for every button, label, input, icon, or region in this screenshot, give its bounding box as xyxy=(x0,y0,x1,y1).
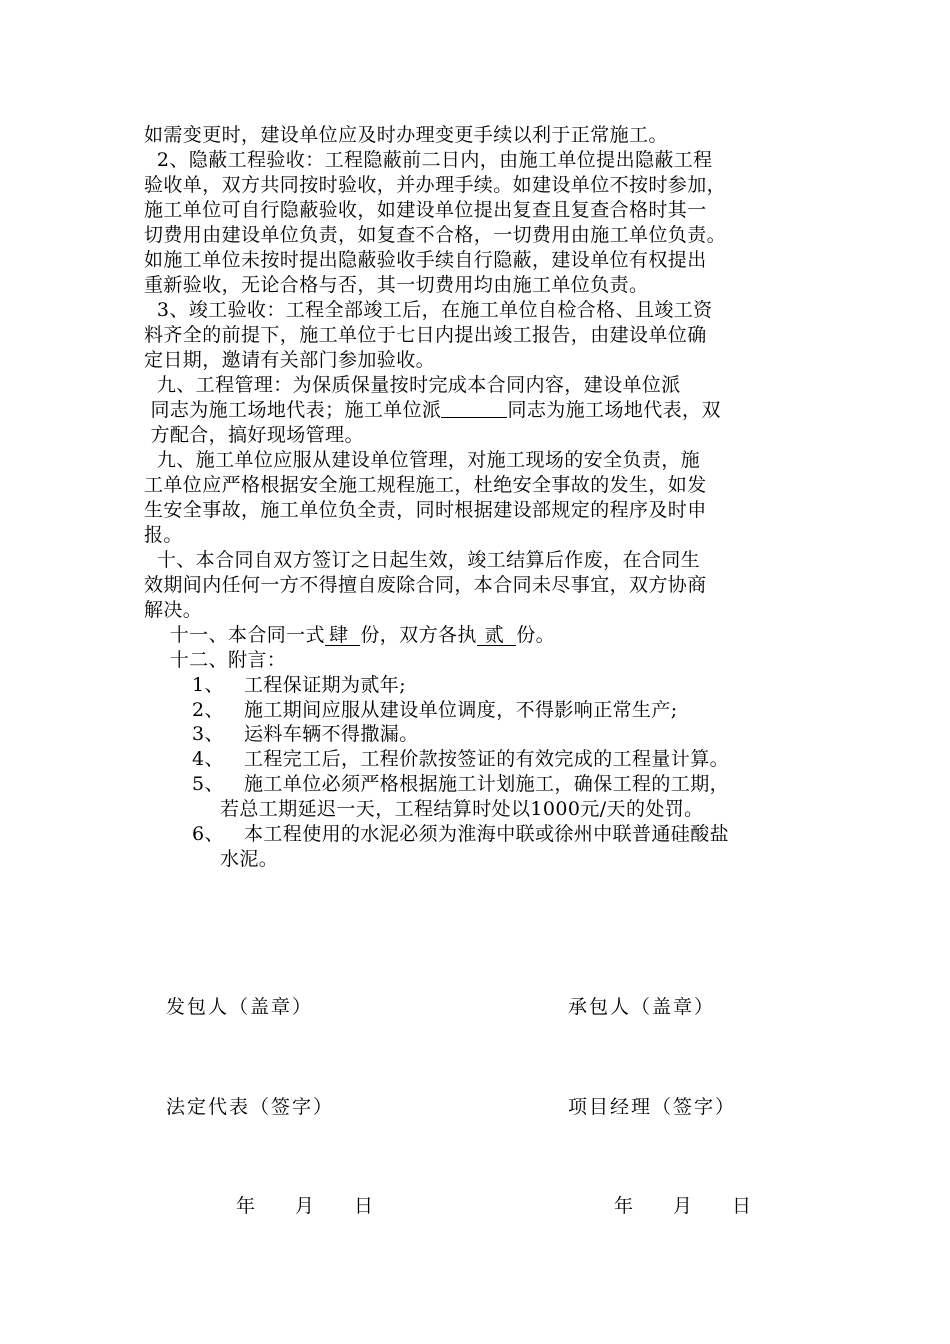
text-line: 九、工程管理：为保质保量按时完成本合同内容，建设单位派 xyxy=(144,374,681,396)
text-line: 工单位应严格根据安全施工规程施工，杜绝安全事故的发生，如发 xyxy=(144,474,707,496)
annex-item xyxy=(192,772,729,797)
text-line: 解决。 xyxy=(144,599,203,621)
annex-text: 运料车辆不得撒漏。 xyxy=(244,723,419,745)
contractor-date xyxy=(614,1194,791,1219)
annex-item xyxy=(192,722,419,747)
year-label: 年 xyxy=(614,1195,636,1217)
text-line: 九、施工单位应服从建设单位管理，对施工现场的安全负责，施 xyxy=(144,449,701,471)
text-line: 如需变更时，建设单位应及时办理变更手续以利于正常施工。 xyxy=(144,124,668,146)
clause-11 xyxy=(144,623,555,648)
annex-text: 施工单位必须严格根据施工计划施工，确保工程的工期， xyxy=(244,773,730,795)
annex-number: 1、 xyxy=(192,674,224,696)
annex-text: 工程保证期为贰年; xyxy=(244,674,407,696)
copies-each-value: 贰 xyxy=(477,625,516,646)
text-line: 效期间内任何一方不得擅自废除合同，本合同未尽事宜，双方协商 xyxy=(144,574,707,596)
copies-total-value: 肆 xyxy=(325,625,360,646)
text-line: 料齐全的前提下，施工单位于七日内提出竣工报告，由建设单位确 xyxy=(144,324,707,346)
employer-date xyxy=(236,1194,413,1219)
clause-12-title: 十二、附言： xyxy=(144,649,287,671)
annex-item xyxy=(192,698,678,723)
contractor-seal-label: 承包人（盖章） xyxy=(568,996,716,1018)
text-line: 3、竣工验收：工程全部竣工后，在施工单位自检合格、且竣工资 xyxy=(144,299,713,321)
clause-text: 份，双方各执 xyxy=(360,624,477,646)
annex-text: 工程完工后，工程价款按签证的有效完成的工程量计算。 xyxy=(244,748,730,770)
text-line: 2、隐蔽工程验收：工程隐蔽前二日内，由施工单位提出隐蔽工程 xyxy=(144,149,713,171)
annex-item xyxy=(192,747,729,772)
annex-number: 5、 xyxy=(192,773,224,795)
text-line: 报。 xyxy=(144,524,183,546)
text-line: 如施工单位未按时提出隐蔽验收手续自行隐蔽，建设单位有权提出 xyxy=(144,249,707,271)
text-line: 方配合，搞好现场管理。 xyxy=(144,424,364,446)
month-label: 月 xyxy=(295,1195,317,1217)
annex-number: 3、 xyxy=(192,723,224,745)
annex-text: 施工期间应服从建设单位调度，不得影响正常生产; xyxy=(244,699,678,721)
year-label: 年 xyxy=(236,1195,258,1217)
text-line: 验收单，双方共同按时验收，并办理手续。如建设单位不按时参加， xyxy=(144,174,727,196)
text-line: 切费用由建设单位负责，如复查不合格，一切费用由施工单位负责。 xyxy=(144,224,727,246)
annex-number: 2、 xyxy=(192,699,224,721)
text-segment: 同志为施工场地代表，双 xyxy=(507,399,721,421)
text-line: 定日期，邀请有关部门参加验收。 xyxy=(144,349,436,371)
clause-text: 份。 xyxy=(516,624,555,646)
text-segment: 同志为施工场地代表；施工单位派 xyxy=(144,399,442,421)
text-line: 重新验收，无论合格与否，其一切费用均由施工单位负责。 xyxy=(144,274,649,296)
month-label: 月 xyxy=(673,1195,695,1217)
clause-text: 十一、本合同一式 xyxy=(144,624,325,646)
annex-item xyxy=(192,673,406,698)
annex-continuation: 水泥。 xyxy=(220,848,279,870)
text-line: 十、本合同自双方签订之日起生效，竣工结算后作废，在合同生 xyxy=(144,549,701,571)
annex-item xyxy=(192,822,729,847)
employer-seal-label: 发包人（盖章） xyxy=(166,996,314,1018)
day-label: 日 xyxy=(732,1195,754,1217)
legal-representative-label: 法定代表（签字） xyxy=(166,1096,335,1118)
annex-text: 本工程使用的水泥必须为淮海中联或徐州中联普通硅酸盐 xyxy=(244,823,730,845)
annex-number: 6、 xyxy=(192,823,224,845)
text-line: 生安全事故，施工单位负全责，同时根据建设部规定的程序及时申 xyxy=(144,499,707,521)
project-manager-label: 项目经理（签字） xyxy=(568,1096,737,1118)
annex-number: 4、 xyxy=(192,748,224,770)
annex-continuation: 若总工期延迟一天，工程结算时处以1000元/天的处罚。 xyxy=(220,798,704,820)
site-representative-blank xyxy=(441,399,507,418)
day-label: 日 xyxy=(354,1195,376,1217)
text-line: 施工单位可自行隐蔽验收，如建设单位提出复查且复查合格时其一 xyxy=(144,199,707,221)
text-line-with-blank xyxy=(144,398,721,423)
